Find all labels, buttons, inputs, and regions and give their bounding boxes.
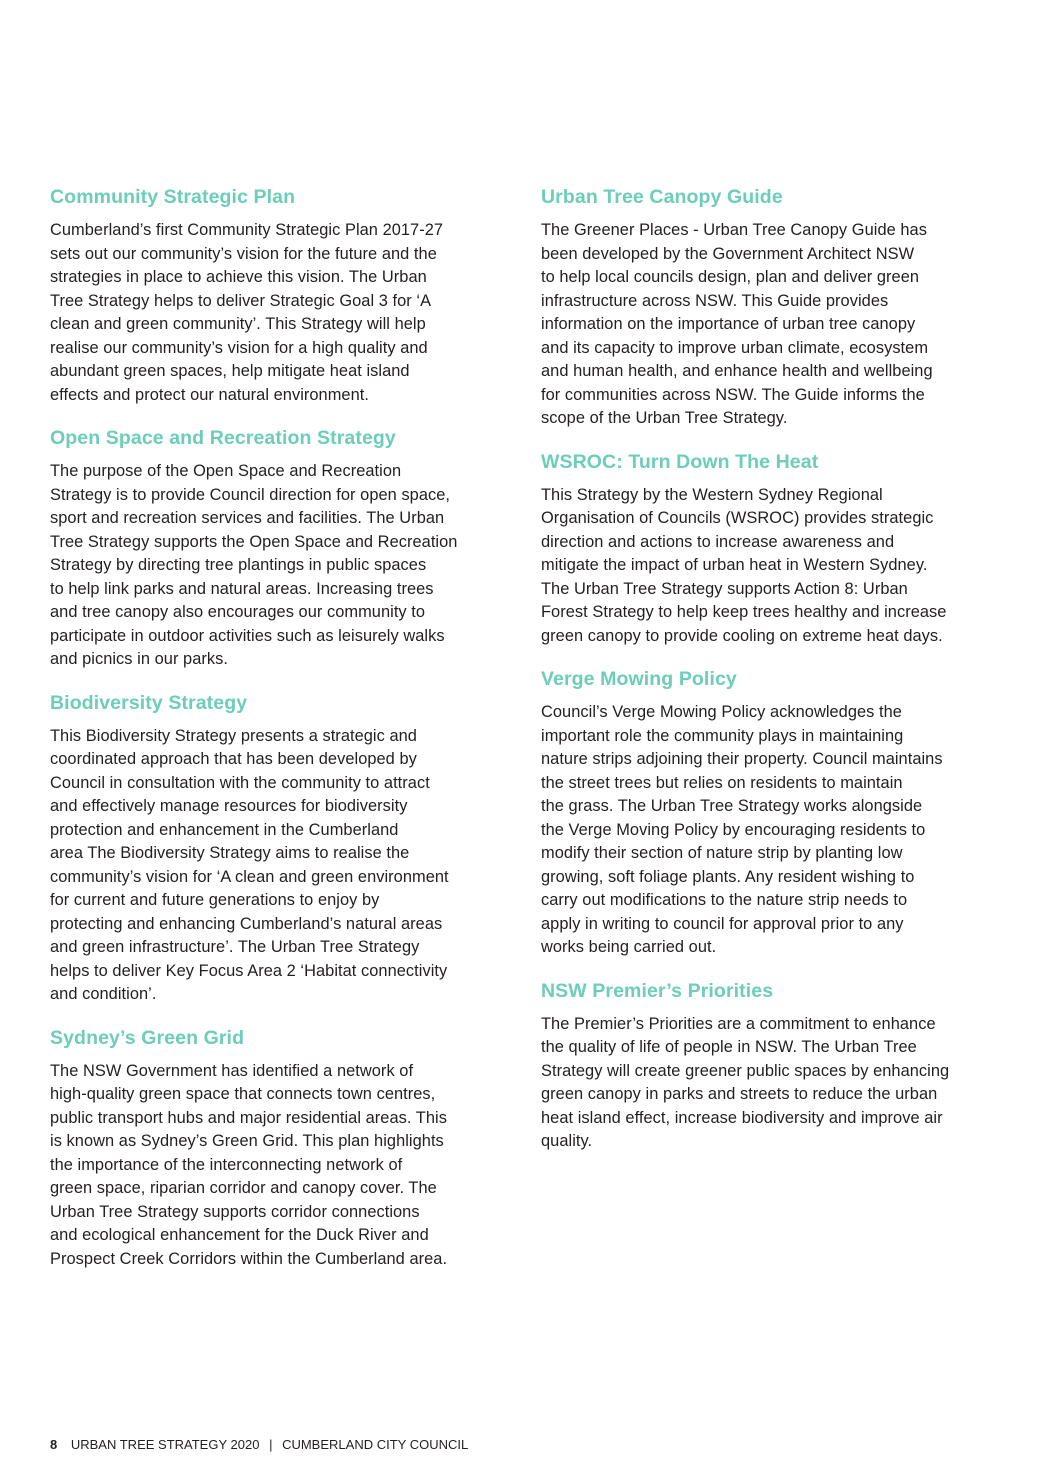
section-heading: Open Space and Recreation Strategy xyxy=(50,427,396,449)
page-footer xyxy=(50,1436,468,1454)
section-sydneys-green-grid xyxy=(50,1025,502,1272)
section-open-space-recreation-strategy xyxy=(50,425,502,672)
section-heading: Verge Mowing Policy xyxy=(541,668,737,690)
section-nsw-premiers-priorities xyxy=(541,978,997,1154)
section-community-strategic-plan xyxy=(50,184,502,407)
section-urban-tree-canopy-guide xyxy=(541,184,997,431)
section-body: The purpose of the Open Space and Recreation Strategy is to provide Council direction for open space, sport and recreation services and facilities. The Urban Tree Strategy supports the Open Space and Recreation Strategy by directing tree plantings in public spaces to help link parks and natural areas. Increasing trees and tree canopy also encourages our community to participate in outdoor activities such as leisurely walks and picnics in our parks. xyxy=(50,462,458,668)
section-body: This Strategy by the Western Sydney Regional Organisation of Councils (WSROC) provides strategic direction and actions to increase awareness and mitigate the impact of urban heat in Western Sydney. The Urban Tree Strategy supports Action 8: Urban Forest Strategy to help keep trees healthy and increase green canopy to provide cooling on extreme heat days. xyxy=(541,485,947,645)
section-body: The NSW Government has identified a network of high-quality green space that connects town centres, public transport hubs and major residential areas. This is known as Sydney’s Green Grid. This plan highlights the importance of the interconnecting network of green space, riparian corridor and canopy cover. The Urban Tree Strategy supports corridor connections and ecological enhancement for the Duck River and Prospect Creek Corridors within the Cumberland area. xyxy=(50,1061,448,1268)
section-body: The Premier’s Priorities are a commitment to enhance the quality of life of people in NSW. The Urban Tree Strategy will create greener public spaces by enhancing green canopy in parks and streets to reduce the urban heat island effect, increase biodiversity and improve air quality. xyxy=(541,1014,950,1150)
section-heading: WSROC: Turn Down The Heat xyxy=(541,450,819,473)
left-column xyxy=(50,184,502,1289)
organisation-name: CUMBERLAND CITY COUNCIL xyxy=(282,1437,469,1452)
section-body: This Biodiversity Strategy presents a strategic and coordinated approach that has been developed by Council in consultation with the community to attract and effectively manage resources for biodiversity protection and enhancement in the Cumberland area The Biodiversity Strategy aims to realise the community’s vision for ‘A clean and green environment for current and future generations to enjoy by protecting and enhancing Cumberland’s natural areas and green infrastructure’. The Urban Tree Strategy helps to deliver Key Focus Area 2 ‘Habitat connectivity and condition’. xyxy=(50,726,449,1003)
section-heading: Urban Tree Canopy Guide xyxy=(541,186,783,208)
page-number: 8 xyxy=(50,1437,58,1452)
section-verge-mowing-policy xyxy=(541,666,997,960)
footer-separator: | xyxy=(269,1437,273,1452)
section-heading: Biodiversity Strategy xyxy=(50,691,248,714)
section-body: Cumberland’s first Community Strategic Plan 2017-27 sets out our community’s vision for the future and the strategies in place to achieve this vision. The Urban Tree Strategy helps to deliver Strategic Goal 3 for ‘A clean and green community’. This Strategy will help realise our community’s vision for a high quality and abundant green spaces, help mitigate heat island effects and protect our natural environment. xyxy=(50,221,444,404)
section-biodiversity-strategy xyxy=(50,690,502,1007)
section-body: Council’s Verge Mowing Policy acknowledges the important role the community plays in maintaining nature strips adjoining their property. Council maintains the street trees but relies on residents to maintain the grass. The Urban Tree Strategy works alongside the Verge Moving Policy by encouraging residents to modify their section of nature strip by planting low growing, soft foliage plants. Any resident wishing to carry out modifications to the nature strip needs to apply in writing to council for approval prior to any works being carried out. xyxy=(541,703,943,956)
section-heading: NSW Premier’s Priorities xyxy=(541,979,774,1002)
section-wsroc-turn-down-the-heat xyxy=(541,449,997,649)
section-heading: Community Strategic Plan xyxy=(50,186,296,208)
document-title: URBAN TREE STRATEGY 2020 xyxy=(70,1437,260,1452)
section-body: The Greener Places - Urban Tree Canopy Guide has been developed by the Government Architect NSW to help local councils design, plan and deliver green infrastructure across NSW. This Guide provides information on the importance of urban tree canopy and its capacity to improve urban climate, ecosystem and human health, and enhance health and wellbeing for communities across NSW. The Guide informs the scope of the Urban Tree Strategy. xyxy=(541,221,933,427)
right-column xyxy=(541,184,997,1172)
section-heading: Sydney’s Green Grid xyxy=(50,1026,245,1049)
